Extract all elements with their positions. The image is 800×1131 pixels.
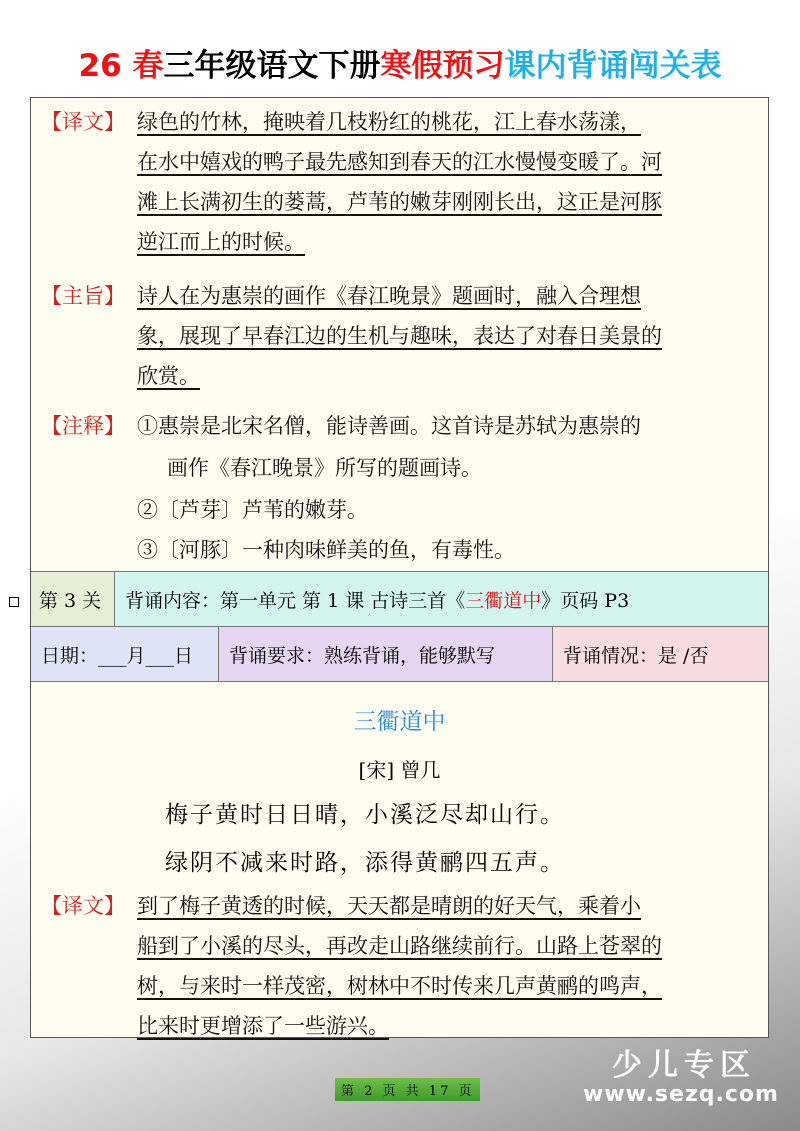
text-line: 象，展现了早春江边的生机与趣味，表达了对春日美景的: [137, 324, 662, 348]
level-label: 第 3 关: [31, 572, 115, 627]
text-line: 逆江而上的时候。: [137, 230, 305, 254]
text-line: 滩上长满初生的蒌蒿，芦苇的嫩芽刚刚长出，这正是河豚: [137, 190, 662, 214]
text-line: 比来时更增添了一些游兴。: [137, 1014, 389, 1038]
content-prefix: 背诵内容：第一单元 第 1 课 古诗三首《: [125, 590, 466, 612]
title-part: 寒假预习: [380, 48, 505, 84]
text-line: 绿色的竹林，掩映着几枝粉红的桃花，江上春水荡漾，: [137, 110, 641, 134]
translation2-tag: 【译文】: [41, 894, 125, 918]
text-line: 诗人在为惠崇的画作《春江晚景》题画时，融入合理想: [137, 284, 641, 308]
watermark-logo: 少儿专区: [612, 1048, 756, 1083]
text-line: 到了梅子黄透的时候，天天都是晴朗的好天气，乘着小: [137, 894, 641, 918]
content-title: 三衢道中: [465, 590, 542, 612]
text-line: 欣赏。: [137, 364, 200, 388]
note-line: 画作《春江晚景》所写的题画诗。: [167, 456, 482, 480]
checkbox-marker: [9, 597, 19, 607]
poem-line: 绿阴不减来时路，添得黄鹂四五声。: [165, 850, 565, 876]
date-field: 日期：___月___日: [31, 627, 219, 682]
poem-line: 梅子黄时日日晴，小溪泛尽却山行。: [165, 802, 565, 828]
note-line: ③〔河豚〕一种肉味鲜美的鱼，有毒性。: [137, 538, 515, 562]
notes-tag: 【注释】: [41, 414, 125, 438]
info-row: [31, 626, 768, 682]
translation-tag: 【译文】: [41, 110, 125, 134]
watermark-url: www.sezq.com: [583, 1082, 779, 1107]
top-section: [31, 98, 768, 571]
text-line: 在水中嬉戏的鸭子最先感知到春天的江水慢慢变暖了。河: [137, 150, 662, 174]
title-part: 26 春: [78, 48, 164, 84]
page-number: 第 2 页 共 17 页: [335, 1078, 480, 1101]
recite-content: [115, 572, 768, 627]
text-line: 树，与来时一样茂密，树林中不时传来几声黄鹂的鸣声，: [137, 974, 662, 998]
title-part: 课内背诵闯关表: [504, 48, 722, 84]
recite-status: 背诵情况：是 /否: [553, 627, 768, 682]
content-box: [30, 97, 769, 1038]
poem-author: [宋] 曾几: [358, 758, 441, 782]
note-line: ②〔芦芽〕芦苇的嫩芽。: [137, 498, 368, 522]
page-title: [0, 40, 800, 85]
theme-tag: 【主旨】: [41, 284, 125, 308]
divider: [31, 681, 768, 682]
text-line: 船到了小溪的尽头，再改走山路继续前行。山路上苍翠的: [137, 934, 662, 958]
level-row: [31, 571, 768, 627]
title-part: 三年级语文下册: [163, 48, 381, 84]
requirement: 背诵要求：熟练背诵，能够默写: [219, 627, 553, 682]
note-line: ①惠崇是北宋名僧，能诗善画。这首诗是苏轼为惠崇的: [137, 414, 641, 438]
content-suffix: 》页码 P3: [541, 590, 630, 612]
poem-title: 三衢道中: [353, 709, 446, 735]
